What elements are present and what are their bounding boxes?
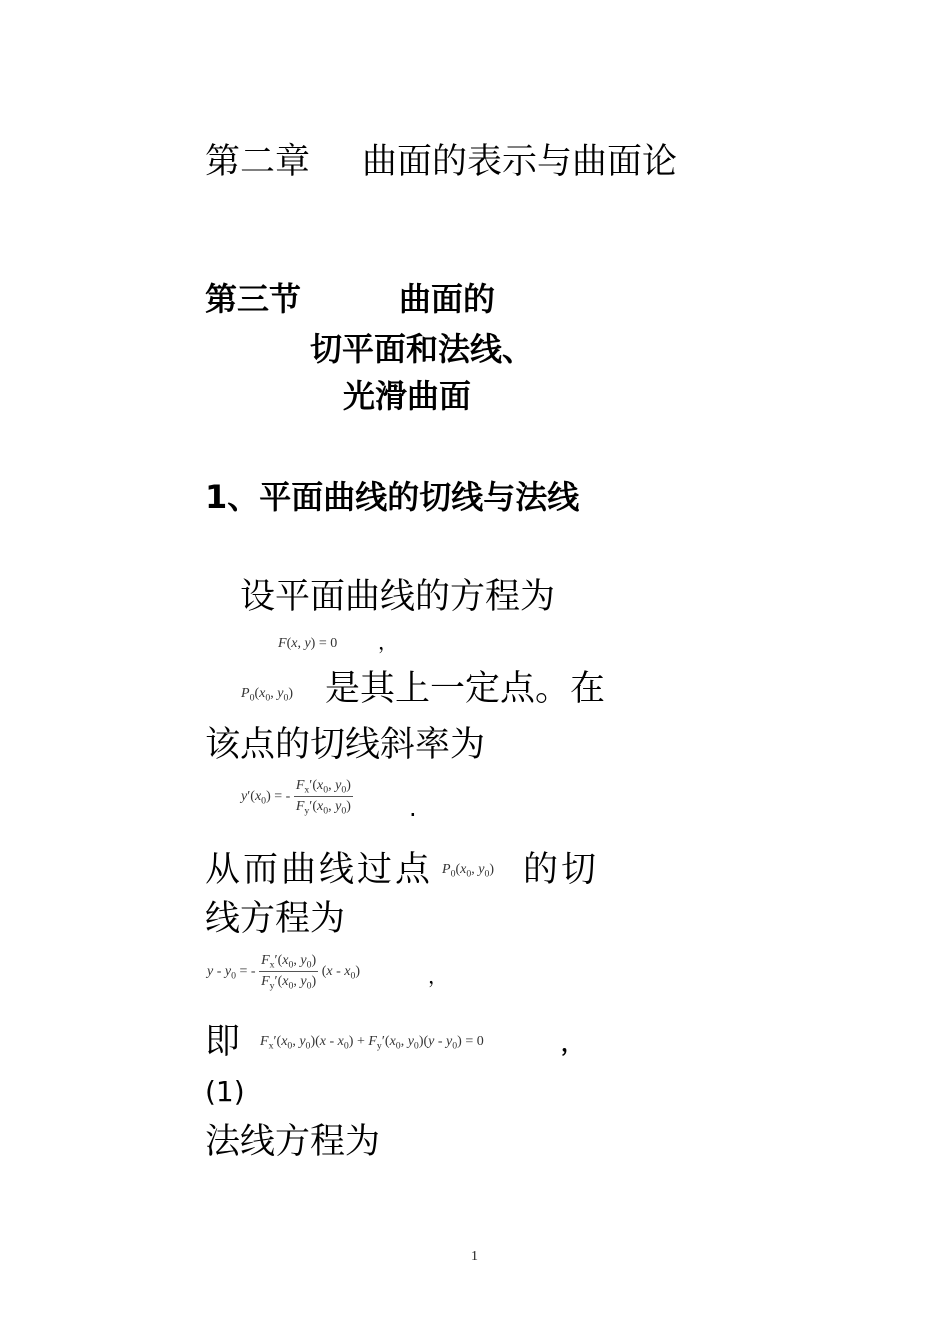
page-number: 1 (471, 1249, 478, 1264)
section-title-line2: 切平面和法线、 (310, 330, 535, 368)
period-1: . (409, 794, 417, 822)
chapter-title: 曲面的表示与曲面论 (362, 142, 678, 182)
body-line-4-head: 从而曲线过点 (205, 850, 434, 890)
body-line-3: 该点的切线斜率为 (205, 725, 486, 765)
comma-3: ， (561, 1032, 584, 1057)
body-line-2-tail: 是其上一定点。在 (325, 669, 606, 709)
equation-tangent: y - $y_0$ = - $\frac{F_x'(x_0, y_0)}{F_y'(x_0, y_0)}$ $(x - x_0)$ (207, 953, 361, 992)
body-line-1: 设平面曲线的方程为 (240, 577, 556, 617)
section-label: 第三节 (205, 280, 302, 318)
equation-tangent-expanded: $F_x'(x_0$, $y_0)(x - x_0) + F_y'(x_0$, $y_0)(y - y_0) = 0$ (260, 1034, 484, 1052)
chapter-label: 第二章 (205, 142, 311, 182)
word-ji: 即 (205, 1022, 241, 1062)
body-line-4-tail: 的切 (523, 850, 600, 890)
equation-label: (1) (205, 1075, 245, 1108)
section-title-line1: 曲面的 (399, 280, 496, 318)
point-p0-inline: $P_0(x_0$, $y_0$) (442, 862, 495, 880)
section-title-line3: 光滑曲面 (343, 377, 472, 415)
equation-slope: $y'(x_0)$ = - $\frac{F_x'(x_0, y_0)}{F_y'(x_0, y_0)}$ (241, 778, 351, 817)
body-line-6: 法线方程为 (205, 1122, 381, 1162)
point-p0: $P_0(x_0$, $y_0$) (241, 686, 294, 704)
comma-2: ， (428, 964, 448, 988)
body-line-5: 线方程为 (205, 899, 346, 939)
subsection-heading: 1、平面曲线的切线与法线 (205, 478, 580, 516)
equation-curve: F(x, y) = 0 (278, 636, 338, 651)
comma-1: ， (378, 630, 398, 654)
